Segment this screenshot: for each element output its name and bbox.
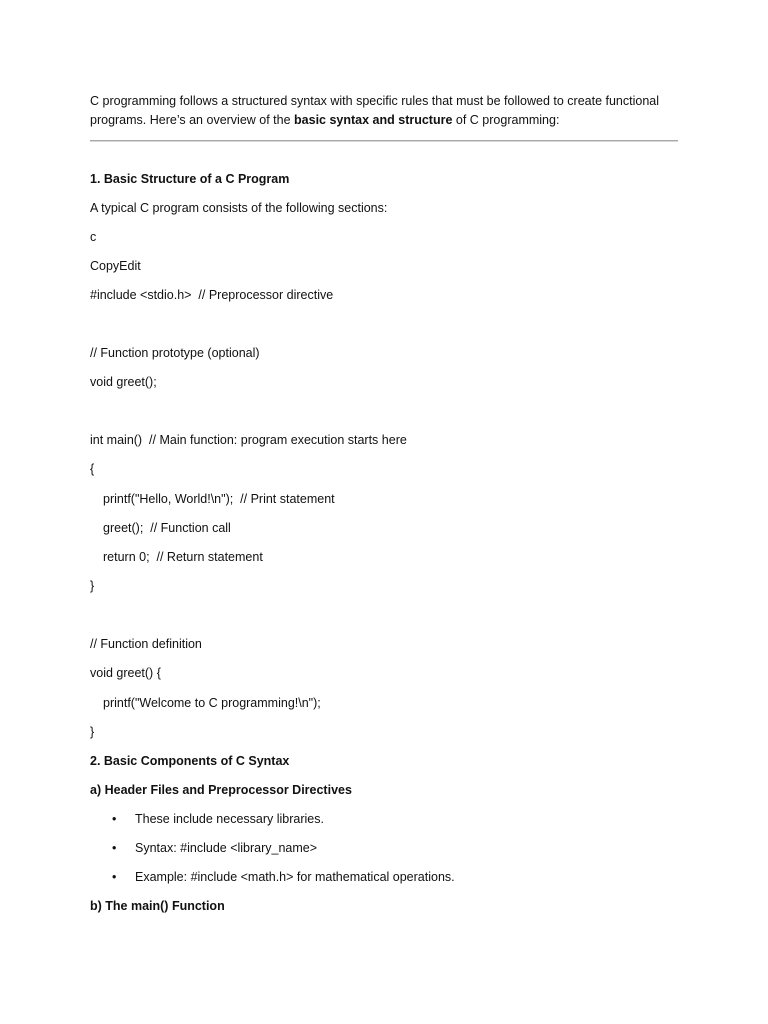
code-line: return 0; // Return statement [103,550,263,564]
subsection-b-heading: b) The main() Function [90,899,225,913]
code-line: } [90,579,95,593]
document-page [90,0,680,1024]
bullet-icon: • [112,841,117,855]
list-item-text: Example: #include <math.h> for mathematical operations. [135,870,455,884]
code-line: void greet(); [90,375,157,389]
code-language-label: c [90,230,97,244]
horizontal-rule [90,140,678,142]
code-line: // Function definition [90,637,202,651]
code-line: printf("Hello, World!\n"); // Print statement [103,492,335,506]
section-1-description: A typical C program consists of the following sections: [90,201,388,215]
code-line: // Function prototype (optional) [90,346,260,360]
code-line: greet(); // Function call [103,521,231,535]
subsection-a-heading: a) Header Files and Preprocessor Directives [90,783,352,797]
code-line: #include <stdio.h> // Preprocessor directive [90,288,334,302]
intro-text-end: of C programming: [452,113,560,127]
code-line: { [90,462,95,476]
code-line: void greet() { [90,666,161,680]
bullet-icon: • [112,812,117,826]
section-2-heading: 2. Basic Components of C Syntax [90,754,290,768]
list-item-text: Syntax: #include <library_name> [135,841,318,855]
intro-paragraph [90,92,680,130]
intro-bold-text: basic syntax and structure [294,113,453,127]
section-1-heading: 1. Basic Structure of a C Program [90,172,290,186]
code-line: } [90,725,95,739]
bullet-icon: • [112,870,117,884]
copy-edit-label[interactable]: CopyEdit [90,259,141,273]
code-line: printf("Welcome to C programming!\n"); [103,696,321,710]
list-item-text: These include necessary libraries. [135,812,324,826]
code-line: int main() // Main function: program execution starts here [90,433,407,447]
intro-text: C programming follows a structured syntax with specific rules that must be followed to create functional programs. Here’s an overview of the [90,94,660,127]
